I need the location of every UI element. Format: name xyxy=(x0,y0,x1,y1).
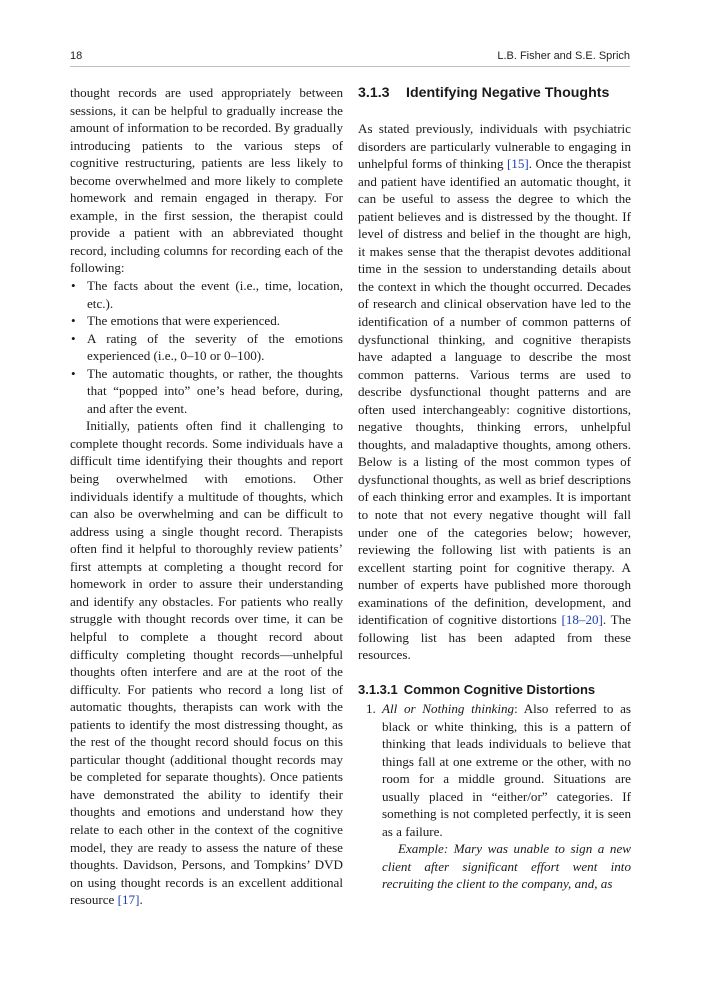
list-item xyxy=(358,700,631,893)
paragraph-end: . xyxy=(139,892,143,908)
right-column xyxy=(358,84,631,893)
bullet-list xyxy=(70,277,343,417)
citation-link[interactable]: [18–20] xyxy=(561,612,603,628)
numbered-list xyxy=(358,700,631,893)
section-number: 3.1.3 xyxy=(358,85,390,101)
list-marker: 1. xyxy=(366,700,376,716)
paragraph-text: . Once the therapist and patient have identified an automatic thought, it can be useful to assess the degree to which the patient believes and is distressed by the thought. If level of distress and belief in the thought are high, it makes sense that the therapist devotes additional time in the session to understanding details about the context in which the thought occurred. Decades of research and clinical observation have led to the identification of a number of common patterns of dysfunctional thinking, and cognitive therapists have adapted a language to describe the most common patterns. Various terms are used to describe dysfunctional thought patterns and are often used interchangeably: cognitive distortions, negative thoughts, thinking errors, unhelpful thoughts, and maladaptive thoughts, among others. Below is a listing of the most common types of dysfunctional thoughts, as well as brief descriptions of each thinking error and examples. It is important to note that not every negative thought will fall under one of the categories below; however, reviewing the following list with patients is an excellent starting point for cognitive therapy. A number of experts have published more thorough examinations of the definition, development, and identification of cognitive distortions xyxy=(358,156,631,628)
section-title: Identifying Negative Thoughts xyxy=(406,85,610,101)
bullet-icon: • xyxy=(71,330,76,346)
bullet-icon: • xyxy=(71,278,76,294)
page-number: 18 xyxy=(70,50,83,62)
list-item xyxy=(70,365,343,418)
list-item xyxy=(70,277,343,312)
bullet-text: The emotions that were experienced. xyxy=(87,313,281,329)
subsection-heading xyxy=(358,681,631,698)
running-head: L.B. Fisher and S.E. Sprich xyxy=(497,50,630,62)
left-column xyxy=(70,84,343,909)
bullet-text: The automatic thoughts, or rather, the thoughts that “popped into” one’s head before, during, and after the event. xyxy=(87,365,343,416)
bullet-text: The facts about the event (i.e., time, location, etc.). xyxy=(87,278,343,311)
paragraph-text: Initially, patients often find it challenging to complete thought records. Some individuals have a difficult time identifying their thoughts and report being overwhelmed with emotions. Other individuals identify a multitude of thoughts, which can also be overwhelming and can be difficult to address using a single thought record. Therapists often find it helpful to thoroughly review patients’ first attempts at completing a thought record for homework in order to assure their understanding and identify any obstacles. For patients who really struggle with thought records over time, it can be helpful to complete a thought record about difficulty completing thought records—unhelpful thoughts often interfere and are at the root of the difficulty. For patients who record a long list of automatic thoughts, therapists can work with the patients to identify the most distressing thought, as the rest of the thought record should focus on this particular thought (additional thought records may be completed for separate thoughts). Once patients have demonstrated the ability to identify their thoughts and emotions and understand how they relate to each other in the context of the cognitive model, they are ready to assess the nature of these thoughts. Davidson, Persons, and Tompkins’ DVD on using thought records is an excellent additional resource xyxy=(70,418,343,908)
paragraph-text: As stated previously, individuals with psychiatric disorders are particularly vulnerable to engaging in unhelpful forms of thinking xyxy=(358,121,631,172)
bullet-icon: • xyxy=(71,313,76,329)
citation-link[interactable]: [15] xyxy=(506,156,529,172)
term-description: : Also referred to as black or white thinking, this is a pattern of thinking that leads individuals to believe that things fall at one extreme or the other, with no room for a middle ground. Situations are usually placed in “either/or” categories. If something is not completed perfectly, it is seen as a failure. xyxy=(382,700,631,839)
list-item xyxy=(70,312,343,330)
example-label: Example xyxy=(398,841,444,857)
paragraph-text: . The following list has been adapted from these resources. xyxy=(358,612,631,663)
page-header xyxy=(70,46,630,67)
list-item xyxy=(70,330,343,365)
citation-link[interactable]: [17] xyxy=(117,892,140,908)
subsection-title: Common Cognitive Distortions xyxy=(403,681,596,697)
subsection-number: 3.1.3.1 xyxy=(358,681,398,697)
paragraph xyxy=(358,120,631,664)
example-paragraph xyxy=(382,840,631,893)
section-heading xyxy=(358,84,631,102)
example-text: : Mary was unable to sign a new client after significant effort went into recruiting the client to the company, and, as xyxy=(382,841,631,892)
term: All or Nothing thinking xyxy=(382,700,515,716)
paragraph: thought records are used appropriately between sessions, it can be helpful to gradually increase the amount of information to be recorded. By gradually introducing patients to the various steps of cognitive restructuring, patients are less likely to become overwhelmed and more likely to complete homework and remain engaged in therapy. For example, in the first session, the therapist could provide a patient with an abbreviated thought record, including columns for recording each of the following: xyxy=(70,85,343,276)
paragraph xyxy=(70,417,343,908)
bullet-icon: • xyxy=(71,365,76,381)
bullet-text: A rating of the severity of the emotions experienced (i.e., 0–10 or 0–100). xyxy=(87,330,343,364)
list-item-body xyxy=(382,700,631,840)
